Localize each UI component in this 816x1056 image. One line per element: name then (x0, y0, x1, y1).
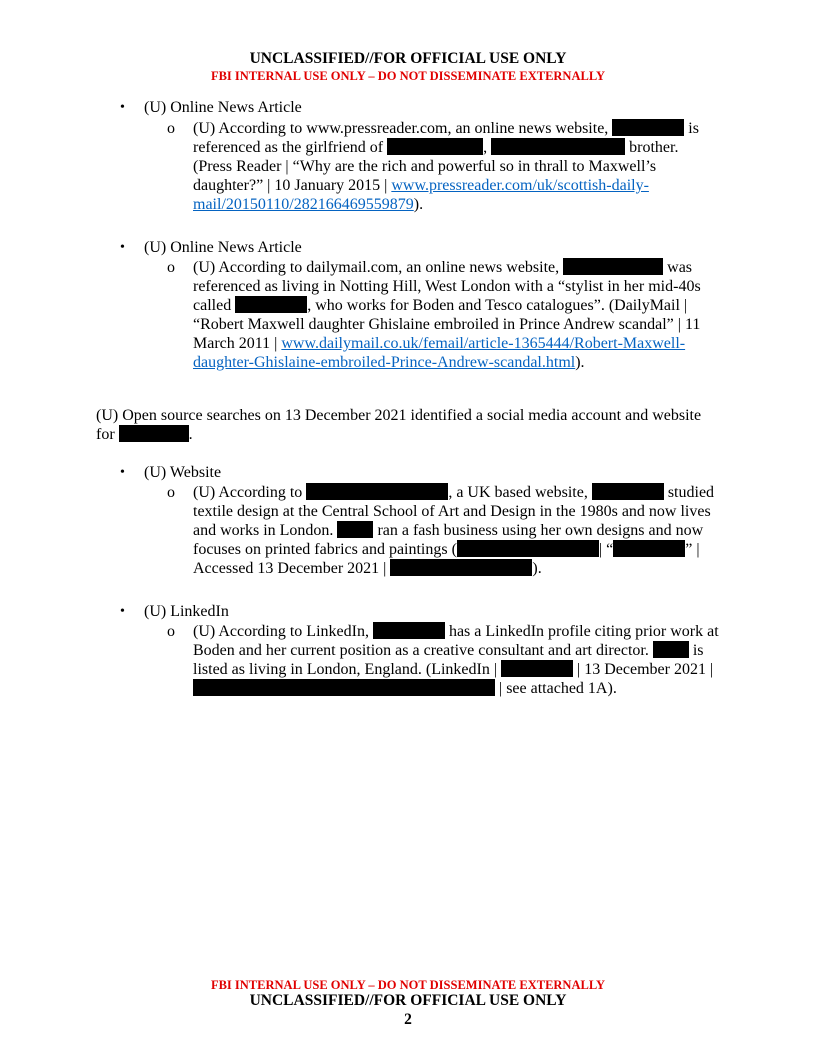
sub-bullet-text: (U) According to dailymail.com, an online news website, was referenced as living in Notting Hill, West London with a “stylist in her mid-40s called , who works for Boden and Tesco catalogues”. (DailyMail | “Robert Maxwell daughter Ghislaine embroiled in Prince Andrew scandal” | 11 March 2011 | www.dailymail.co.uk/femail/article-1365444/Robert-Maxwell- daughter-Ghislaine-embroiled-Prince-Andrew-scandal.html). (193, 259, 701, 371)
header-dissemination: FBI INTERNAL USE ONLY – DO NOT DISSEMINATE EXTERNALLY (210, 69, 606, 83)
page-number: 2 (404, 1011, 412, 1028)
sub-bullet-marker: o (167, 120, 175, 137)
redaction-block (373, 622, 445, 639)
bullet-dot: • (120, 604, 125, 619)
redaction-block (613, 540, 685, 557)
bullet-heading: (U) LinkedIn (144, 603, 229, 620)
redaction-block (306, 483, 448, 500)
redaction-block (563, 258, 663, 275)
redaction-block (193, 679, 495, 696)
dailymail-link-cont[interactable]: daughter-Ghislaine-embroiled-Prince-Andrew-scandal.html (193, 354, 576, 371)
redaction-block (653, 641, 689, 658)
footer-dissemination: FBI INTERNAL USE ONLY – DO NOT DISSEMINATE EXTERNALLY (210, 978, 606, 992)
header-classification: UNCLASSIFIED//FOR OFFICIAL USE ONLY (249, 50, 567, 67)
sub-bullet-marker: o (167, 623, 175, 640)
bullet-dot: • (120, 100, 125, 115)
bullet-heading: (U) Website (144, 464, 222, 481)
sub-bullet-text: (U) According to , a UK based website, studied textile design at the Central School of Art and Design in the 1980s and now lives and works in London. ran a fash business using her own designs and now focuses on printed fabrics and paintings ( | “ ” | Accessed 13 December 2021 | ). (193, 484, 715, 577)
dailymail-link[interactable]: www.dailymail.co.uk/femail/article-1365444/Robert-Maxwell- (281, 335, 686, 352)
bullet-dot: • (120, 465, 125, 480)
redaction-block (337, 521, 373, 538)
sub-bullet-marker: o (167, 484, 175, 501)
bullet-heading: (U) Online News Article (144, 99, 302, 116)
sub-bullet-text: (U) According to www.pressreader.com, an online news website, is referenced as the girlfriend of , brother. (Press Reader | “Why are the rich and powerful so in thrall to Maxwell’s daughter?” | 10 January 2015 | www.pressreader.com/uk/scottish-daily- mail/20150110/282166469559879). (193, 120, 699, 213)
pressreader-link-cont[interactable]: mail/20150110/282166469559879 (193, 196, 414, 213)
redaction-block (235, 296, 307, 313)
redaction-block (457, 540, 599, 557)
redaction-block (387, 138, 483, 155)
bullet-dot: • (120, 240, 125, 255)
redaction-block (491, 138, 625, 155)
sub-bullet-marker: o (167, 259, 175, 276)
redaction-block (390, 559, 532, 576)
sub-bullet-text: (U) According to LinkedIn, has a LinkedIn profile citing prior work at Boden and her current position as a creative consultant and art director. is listed as living in London, England. (LinkedIn | | 13 December 2021 | | see attached 1A). (193, 623, 719, 697)
redaction-block (119, 425, 189, 442)
body-paragraph: (U) Open source searches on 13 December 2021 identified a social media account and website for . (96, 407, 702, 443)
footer-classification: UNCLASSIFIED//FOR OFFICIAL USE ONLY (249, 992, 567, 1009)
redaction-block (592, 483, 664, 500)
pressreader-link[interactable]: www.pressreader.com/uk/scottish-daily- (391, 177, 649, 194)
redaction-block (501, 660, 573, 677)
bullet-heading: (U) Online News Article (144, 239, 302, 256)
redaction-block (612, 119, 684, 136)
